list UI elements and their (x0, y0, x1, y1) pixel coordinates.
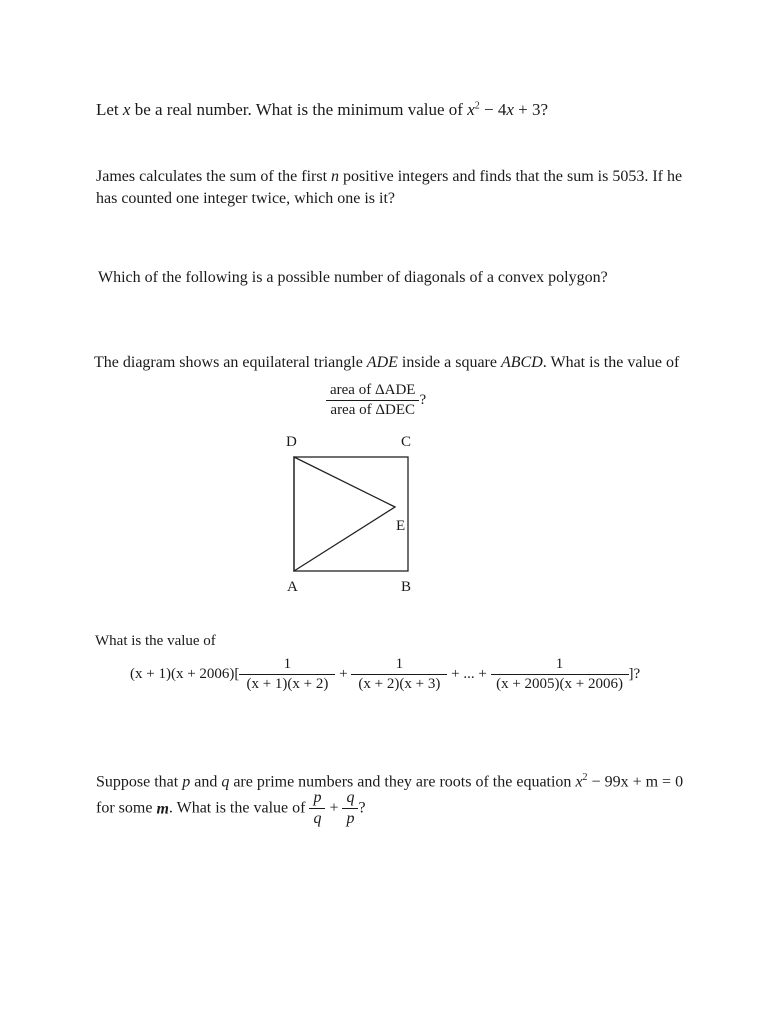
q4-fraction (326, 382, 419, 419)
q1-exponent: 2 (474, 100, 480, 112)
q1-expr-end: + 3? (513, 100, 549, 119)
q6-text-b: and (190, 773, 222, 791)
q5-fraction-2 (351, 656, 447, 693)
q6-fraction-a-den: q (313, 810, 322, 828)
q5-fraction-3-den: (x + 2005)(x + 2006) (496, 676, 623, 692)
q4-text-b: inside a square (397, 354, 501, 371)
question-equilateral-triangle (94, 354, 679, 372)
q6-var-m: m (156, 799, 169, 817)
question-prime-roots (96, 772, 683, 828)
square-triangle-diagram (280, 450, 420, 580)
q4-fraction-numerator: area of ΔADE (326, 382, 419, 401)
q5-fraction-1 (239, 656, 335, 693)
question-sum-integers (96, 166, 686, 210)
q5-fraction-3 (491, 656, 629, 693)
q4-text-a: The diagram shows an equilateral triangle (94, 354, 367, 371)
q1-text-pre: Let (96, 100, 123, 119)
q5-fraction-2-num: 1 (351, 656, 447, 675)
q6-line-2 (96, 789, 683, 828)
q5-fraction-1-num: 1 (239, 656, 335, 675)
q1-text-mid: be a real number. What is the minimum value of (130, 100, 468, 119)
q6-var-q: q (221, 773, 230, 791)
q6-eq-rest: − 99x + m = 0 (587, 773, 684, 791)
q6-text-c: are prime numbers and they are roots of the equation (229, 773, 576, 791)
question-product-sum-lead: What is the value of (95, 633, 216, 649)
q5-ellipsis: + ... + (451, 666, 487, 682)
q5-plus: + (339, 666, 348, 682)
vertex-label-d: D (286, 434, 297, 450)
triangle-ade (294, 457, 395, 571)
q5-fraction-3-num: 1 (491, 656, 629, 675)
q2-text-a: James calculates the sum of the first (96, 168, 332, 185)
q5-prefix: (x + 1)(x + 2006)[ (130, 666, 240, 682)
q4-area-fraction (326, 382, 426, 419)
q6-fraction-q-over-p (342, 789, 358, 828)
q6-text-a: Suppose that (96, 773, 183, 791)
q6-text-d: for some (96, 799, 157, 817)
square-abcd (294, 457, 408, 571)
q6-fraction-b-den: p (346, 810, 355, 828)
q6-fraction-a-num: p (309, 789, 325, 809)
q2-var-n: n (331, 168, 340, 185)
vertex-label-b: B (401, 579, 412, 595)
q2-line-2: has counted one integer twice, which one is it? (96, 190, 396, 207)
q1-expr-minus: − 4 (479, 100, 507, 119)
q6-var-p: p (182, 773, 191, 791)
q6-fraction-b-num: q (342, 789, 358, 809)
vertex-label-c: C (401, 434, 412, 450)
q4-triangle-name: ADE (366, 354, 398, 371)
q2-text-b: positive integers and finds that the sum is 5053. If he (339, 168, 683, 185)
question-product-sum-expression (130, 656, 640, 693)
q4-square-name: ABCD (500, 354, 543, 371)
q4-question-mark: ? (419, 392, 427, 408)
q4-fraction-denominator: area of ΔDEC (330, 402, 416, 418)
vertex-label-a: A (287, 579, 298, 595)
question-diagonals: Which of the following is a possible number of diagonals of a convex polygon? (98, 269, 608, 286)
q1-var-x: x (122, 100, 131, 119)
q6-fraction-p-over-q (309, 789, 325, 828)
q4-text-c: . What is the value of (542, 354, 680, 371)
q6-plus: + (329, 799, 339, 817)
q2-line-1 (96, 166, 686, 188)
q6-eq-x: x (575, 773, 583, 791)
vertex-label-e: E (396, 518, 406, 534)
q1-expr-x2: x (506, 100, 514, 119)
q6-question-mark: ? (358, 799, 366, 817)
q5-fraction-2-den: (x + 2)(x + 3) (358, 676, 441, 692)
q5-fraction-1-den: (x + 1)(x + 2) (246, 676, 329, 692)
question-minimum-value (96, 100, 548, 120)
q5-suffix: ]? (628, 666, 641, 682)
q6-text-e: . What is the value of (168, 799, 310, 817)
q1-expr-x: x (467, 100, 475, 119)
q6-eq-exponent: 2 (582, 772, 588, 783)
